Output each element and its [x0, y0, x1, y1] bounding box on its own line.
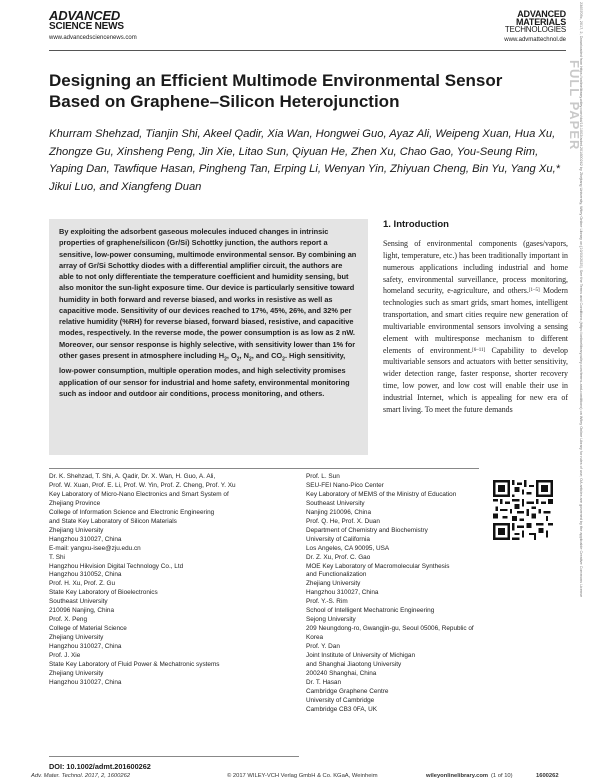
full-paper-label: FULL PAPER — [567, 60, 582, 151]
introduction-text: Sensing of environmental components (gases/vapors, light, temperature, etc.) has been traditionally important in numerous applications including industrial and home safety, environmental surveillance, process monitoring, homeland security, e-agriculture, and others.[1–5] Modern technologies such as smart grids, smart homes, intelligent transportation, and smart cities require new generation of multivariable environmental sensors involving a sensing element with multiresponse mechanism to different elements of environment.[6–11] Capability to develop multivariable sensors and actuators with better sensitivity, wider detection range, faster response, shorter recovery time, low power, and low cost will enable their use in industrial Internet, which is appealing for new era of smart living. To meet the future demands — [383, 239, 569, 414]
author-list: Khurram Shehzad, Tianjin Shi, Akeel Qadir, Xia Wan, Hongwei Guo, Ayaz Ali, Weipeng Xuan, Hua Xu, Zhongze Gu, Xinsheng Peng, Jin Xie, Litao Sun, Qiyuan He, Zhen Xu, Chao Gao, You-Seung Rim, Yaping Dan, Tawfique Hasan, Pingheng Tan, Erping Li, Wenyan Yin, Zhiyuan Cheng, Bin Yu, Yang Xu,* Jikui Luo, and Xiangfeng Duan — [49, 128, 561, 193]
formula-n2: $N_2$ — [243, 350, 252, 363]
advanced-science-news-logo — [49, 10, 137, 32]
formula-o2: $O_2$ — [231, 350, 240, 363]
journal-line-1: ADVANCED — [517, 9, 566, 19]
citation-1[interactable]: [1–5] — [528, 288, 540, 294]
journal-header — [504, 10, 566, 43]
header-rule — [49, 50, 566, 51]
doi-link[interactable]: DOI: 10.1002/admt.201600262 — [49, 762, 151, 771]
abstract-part-1: By exploiting the adsorbent gaseous molecules induced changes in intrinsic properties of graphene/silicon (Gr/Si) Schottky junction, the authors report a sensitive, low-power consuming, multimode environmental sensor. By combining an array of Gr/Si Schottky diodes with a differential amplifier circuit, the authors are able to not only differentiate the temperature coefficient and humidity sensing, but also monitor the sun-light exposure time. Our device is particularly sensitive toward humidity in both forward and reverse biased, and works in resistive as well as capacitive mode. Sensitivity of our devices reached to 17%, 45%, 26%, and 32% per relative humidity (%RH) for reverse biased, forward biased, resistive, and capacitive modes, respectively. In the reverse mode, the power consumption is as low as 2 nW. Moreover, our sensor response is highly selective, with sensitivity lower than 1% for other gases present in atmosphere including — [59, 227, 357, 360]
journal-citation: Adv. Mater. Technol. 2017, 2, 1600262 — [31, 773, 131, 779]
wiley-link[interactable]: wileyonlinelibrary.com — [426, 773, 489, 779]
brand-line-2: SCIENCE NEWS — [49, 21, 124, 32]
introduction-heading: 1. Introduction — [383, 219, 449, 230]
abstract-text: By exploiting the adsorbent gaseous molecules induced changes in intrinsic properties of graphene/silicon (Gr/Si) Schottky junction, the authors report a sensitive, low-power consuming, multimode environmental sensor. By combining an array of Gr/Si Schottky diodes with a differential amplifier circuit, the authors are able to not only differentiate the temperature coefficient and humidity sensing, but also monitor the sun-light exposure time. Our device is particularly sensitive toward humidity in both forward and reverse biased, and works in resistive as well as capacitive mode. Sensitivity of our devices reached to 17%, 45%, 26%, and 32% per relative humidity (%RH) for reverse biased, forward biased, resistive, and capacitive modes, respectively. In the reverse mode, the power consumption is as low as 2 nW. Moreover, our sensor response is highly selective, with sensitivity lower than 1% for other gases present in atmosphere including $H_2$, $O_2$, $N_2$, and $CO_2$. High sensitivity, low-power consumption, multiple operation modes, and high selectivity promises application of our sensor for industrial and home safety, environmental monitoring such as indoor and outdoor air conditions, process monitoring, and others. — [59, 227, 357, 398]
article-number: 1600262 — [536, 773, 559, 779]
abstract-box — [49, 219, 368, 455]
journal-logo — [504, 10, 566, 34]
formula-h2: $H_2$ — [218, 350, 227, 363]
doi-rule — [49, 756, 299, 757]
affiliations-right: Prof. L. Sun SEU-FEI Nano-Pico Center Key Laboratory of MEMS of the Ministry of Education Southeast University Nanjing 210096, China Prof. Q. He, Prof. X. Duan Department of Chemistry and Biochemistry University of California Los Angeles, CA 90095, USA Dr. Z. Xu, Prof. C. Gao MOE Key Laboratory of Macromolecular Synthesis and Functionalization Zhejiang University Hangzhou 310027, China Prof. Y.-S. Rim School of Intelligent Mechatronic Engineering Sejong University 209 Neungdong-ro, Gwangjin-gu, Seoul 05006, Republic of Korea Prof. Y. Dan Joint Institute of University of Michigan and Shanghai Jiaotong University 200240 Shanghai, China Dr. T. Hasan Cambridge Graphene Centre University of Cambridge Cambridge CB3 0FA, UK — [306, 473, 474, 713]
brand-line-1: ADVANCED — [49, 8, 121, 23]
affiliations-left: Dr. K. Shehzad, T. Shi, A. Qadir, Dr. X. Wan, H. Guo, A. Ali, Prof. W. Xuan, Prof. E. Li, Prof. W. Yin, Prof. Z. Cheng, Prof. Y. Xu Key Laboratory of Micro-Nano Electronics and Smart System of Zhejiang Province College of Information Science and Electronic Engineering and State Key Laboratory of Silicon Materials Zhejiang University Hangzhou 310027, China E-mail: yangxu-isee@zju.edu.cn T. Shi Hangzhou Hikvision Digital Technology Co., Ltd Hangzhou 310052, China Prof. H. Xu, Prof. Z. Gu State Key Laboratory of Bioelectronics Southeast University 210096 Nanjing, China Prof. X. Peng College of Material Science Zhejiang University Hangzhou 310027, China Prof. J. Xie State Key Laboratory of Fluid Power & Mechatronic systems Zhejiang University Hangzhou 310027, China — [49, 473, 236, 686]
citation-2[interactable]: [6–11] — [472, 347, 486, 353]
publisher-url[interactable]: www.advancedsciencenews.com — [49, 35, 137, 41]
journal-line-2: MATERIALS — [515, 17, 566, 27]
affiliation-rule — [49, 468, 479, 469]
page-number: (1 of 10) — [491, 773, 513, 779]
qr-code-icon[interactable] — [493, 480, 553, 540]
abstract-part-2: . High sensitivity, low-power consumption, multiple operation modes, and high selectivity promises application of our sensor for industrial and home safety, environmental monitoring such as indoor and outdoor air conditions, process monitoring, and others. — [59, 350, 350, 398]
publisher-header — [49, 10, 137, 41]
download-notice: 2365709x, 2017, 2, Downloaded from https://onlinelibrary.wiley.com/doi/10.1002/admt.201600262 by Zhejiang University, Wiley Online Library on [10/03/2025]. See the Terms and Conditions (https://onlinelibrary.wiley.com/terms-and-conditions) on Wiley Online Library for rules of use; OA articles are governed by the applicable Creative Commons License — [579, 2, 583, 598]
formula-co2: $CO_2$ — [271, 350, 285, 363]
journal-line-3: TECHNOLOGIES — [504, 25, 566, 34]
journal-url[interactable]: www.advmattechnol.de — [504, 37, 566, 43]
full-paper-tag — [568, 60, 582, 158]
copyright-notice: © 2017 WILEY-VCH Verlag GmbH & Co. KGaA, Weinheim — [227, 773, 378, 779]
paper-title: Designing an Efficient Multimode Environmental Sensor Based on Graphene–Silicon Heterojunction — [49, 71, 503, 111]
